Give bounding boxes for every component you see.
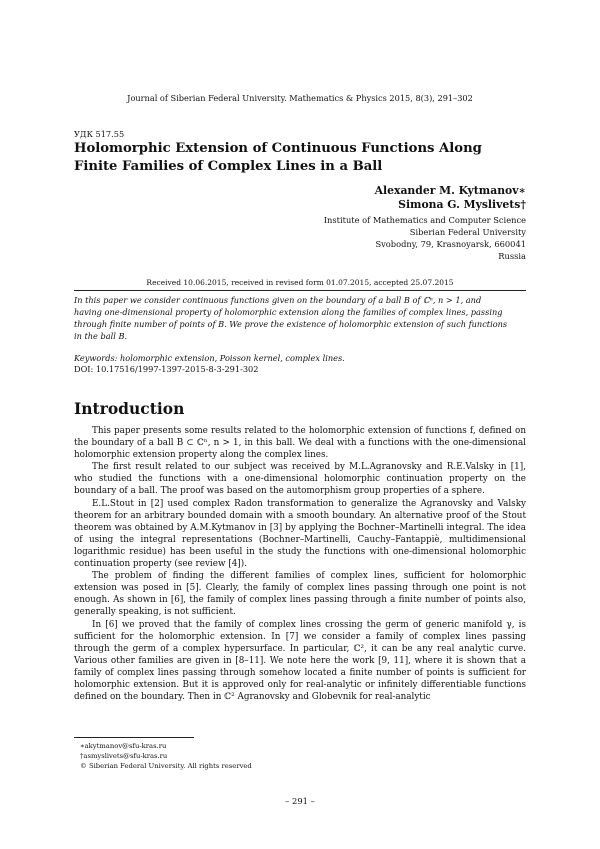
footnotes	[80, 741, 252, 771]
keywords-list: holomorphic extension, Poisson kernel, complex lines.	[120, 353, 345, 363]
paragraph: This paper presents some results related to the holomorphic extension of functions f, defined on the boundary of a ball B ⊂ ℂⁿ, n > 1, in this ball. We deal with a functions with the one-dimensional holomorphic extension property along the complex lines.	[74, 426, 526, 461]
footnote-email-2: †asmyslivets@sfu-kras.ru	[80, 752, 168, 760]
title-line-1: Holomorphic Extension of Continuous Functions Along	[74, 141, 482, 156]
affiliation-line: Institute of Mathematics and Computer Science	[323, 215, 526, 225]
abstract	[74, 294, 526, 342]
abstract-line: having one-dimensional property of holomorphic extension along the families of complex lines, passing	[74, 307, 503, 318]
abstract-line: In this paper we consider continuous functions given on the boundary of a ball B of ℂⁿ, n > 1, and	[74, 295, 482, 305]
paper-title	[74, 140, 514, 176]
affiliation-line: Russia	[498, 251, 526, 261]
footnote-email-1: ∗akytmanov@sfu-kras.ru	[80, 742, 167, 750]
footnote-copyright: © Siberian Federal University. All rights reserved	[80, 762, 252, 770]
affiliation-line: Svobodny, 79, Krasnoyarsk, 660041	[375, 239, 526, 249]
abstract-line: in the ball B.	[74, 331, 128, 342]
authors	[375, 184, 526, 212]
doi: DOI: 10.17516/1997-1397-2015-8-3-291-302	[74, 364, 259, 374]
journal-header: Journal of Siberian Federal University. Mathematics & Physics 2015, 8(3), 291–302	[127, 93, 473, 103]
paragraph: The first result related to our subject was received by M.L.Agranovsky and R.E.Valsky in [1], who studied the functions with a one-dimensional holomorphic continuation property on the boundary of a ball. The proof was based on the automorphism group properties of a sphere.	[74, 462, 526, 497]
affiliation-line: Siberian Federal University	[409, 227, 526, 237]
paragraph: The problem of finding the different families of complex lines, sufficient for holomorphic extension was posed in [5]. Clearly, the family of complex lines passing through one point is not enough. As shown in [6], the family of complex lines passing through a finite number of points also, generally speaking, is not sufficient.	[74, 571, 526, 618]
paragraph: E.L.Stout in [2] used complex Radon transformation to generalize the Agranovsky and Valsky theorem for an arbitrary bounded domain with a smooth boundary. An alternative proof of the Stout theorem was obtained by A.M.Kytmanov in [3] by applying the Bochner–Martinelli integral. The idea of using the integral representations (Bochner–Martinelli, Cauchy–Fantappiè, multidimensional logarithmic residue) has been useful in the study the functions with one-dimensional holomorphic continuation property (see review [4]).	[74, 498, 526, 570]
keywords-label: Keywords:	[74, 353, 118, 363]
keywords	[74, 352, 345, 364]
paragraph: In [6] we proved that the family of complex lines crossing the germ of generic manifold γ, is sufficient for the holomorphic extension. In [7] we consider a family of complex lines passing through the germ of a complex hypersurface. In particular, ℂ², it can be any real analytic curve. Various other families are given in [8–11]. We note here the work [9, 11], where it is shown that a family of complex lines passing through somehow located a finite number of points is sufficient for holomorphic extension. But it is approved only for real-analytic or infinitely differentiable functions defined on the boundary. Then in ℂ² Agranovsky and Globevnik for real-analytic	[74, 619, 526, 703]
footnote-rule	[74, 737, 194, 738]
udk-code: УДК 517.55	[74, 129, 125, 139]
author-1: Alexander M. Kytmanov∗	[374, 184, 526, 197]
section-title-introduction: Introduction	[74, 399, 185, 418]
title-line-2: Finite Families of Complex Lines in a Ball	[74, 159, 383, 174]
introduction-body	[74, 425, 526, 703]
author-2: Simona G. Myslivets†	[398, 198, 526, 211]
page-number: – 291 –	[285, 796, 315, 806]
abstract-line: through finite number of points of B. We prove the existence of holomorphic extension of such functions	[74, 319, 508, 330]
received-dates: Received 10.06.2015, received in revised form 01.07.2015, accepted 25.07.2015	[146, 278, 454, 287]
affiliation	[324, 214, 526, 262]
abstract-top-rule	[74, 290, 526, 291]
